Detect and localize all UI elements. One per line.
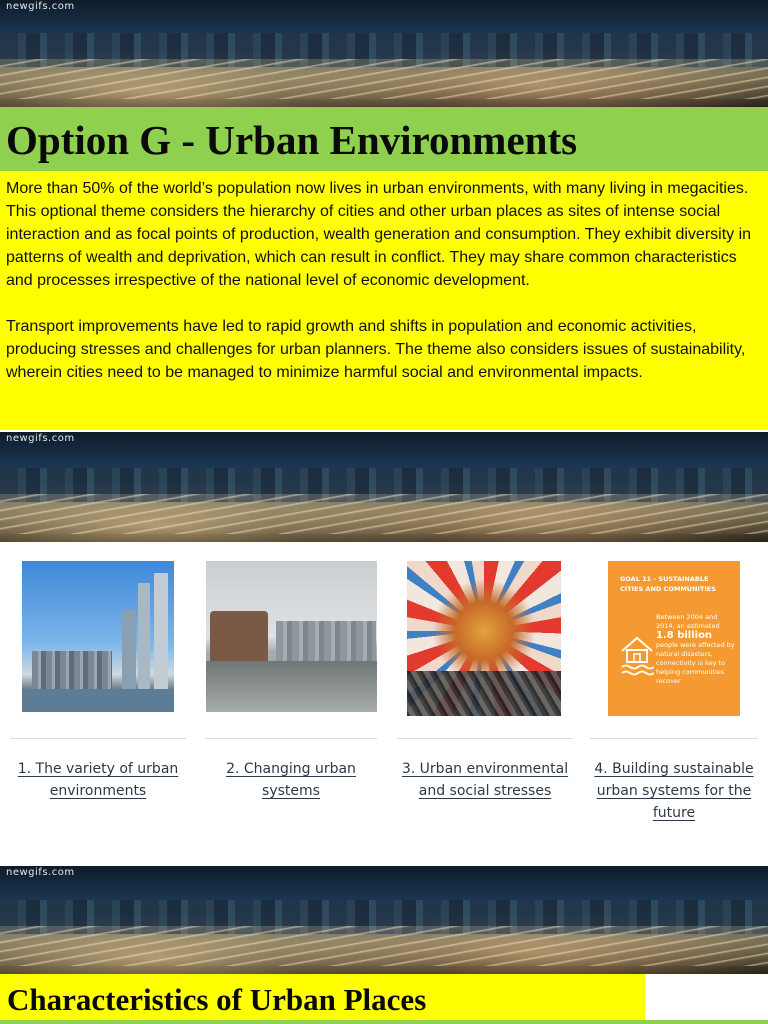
traffic-lights — [0, 59, 768, 99]
page-title: Option G - Urban Environments — [6, 117, 578, 163]
link-building-sustainable-urban-systems[interactable]: 4. Building sustainable urban systems for the future — [594, 761, 754, 821]
tower — [122, 609, 136, 689]
section-underline — [0, 1020, 645, 1024]
city-banner-bottom — [0, 866, 768, 974]
intro-text — [0, 171, 768, 430]
section-header-bar — [0, 974, 645, 1024]
intro-paragraph-1: More than 50% of the world’s population now lives in urban environments, with many living in megacities. This optional theme considers the hierarchy of cities and other urban places as sites of intense social interaction and as focal points of production, wealth generation and consumption. They exhibit diversity in patterns of wealth and deprivation, which can result in conflict. They may share common characteristics and processes irrespective of the national level of economic development. — [6, 180, 752, 289]
intro-paragraph-2: Transport improvements have led to rapid growth and shifts in population and economic activities, producing stresses and challenges for urban planners. The theme also considers issues of sustainability, wherein cities need to be managed to minimize harmful social and environmental impacts. — [6, 318, 746, 381]
goal-highlight-number: 1.8 billion — [656, 630, 713, 641]
city-banner-middle — [0, 432, 768, 542]
tower — [138, 583, 150, 689]
link-variety-of-urban-environments[interactable]: 1. The variety of urban environments — [17, 761, 179, 799]
card-image-changing-systems[interactable] — [206, 561, 377, 712]
river — [22, 689, 174, 712]
card-image-urban-variety[interactable] — [22, 561, 174, 712]
section-title: Characteristics of Urban Places — [7, 982, 427, 1017]
traffic-lights — [0, 494, 768, 534]
goal-title: GOAL 11 - SUSTAINABLE CITIES AND COMMUNITIES — [620, 575, 716, 593]
distant-skyline — [276, 621, 376, 661]
topic-cards — [0, 542, 768, 866]
goal-text-end: people were affected by natural disasters, connectivity is key to helping communities recover — [656, 641, 735, 685]
card-divider — [397, 738, 573, 739]
section-underline-right — [645, 1020, 768, 1024]
title-bar — [0, 107, 768, 171]
city-banner-top — [0, 0, 768, 107]
low-buildings — [32, 651, 112, 689]
brick-tower — [210, 611, 268, 661]
card-image-goal-11[interactable] — [608, 561, 740, 716]
link-urban-environmental-social-stresses[interactable]: 3. Urban environmental and social stresses — [401, 761, 569, 799]
tower — [154, 573, 168, 689]
traffic-lights — [0, 926, 768, 966]
parked-bicycles — [407, 671, 561, 716]
watermark: newgifs.com — [6, 433, 75, 444]
card-image-stresses[interactable] — [407, 561, 561, 716]
link-changing-urban-systems[interactable]: 2. Changing urban systems — [226, 761, 356, 799]
house-flood-icon — [620, 635, 654, 679]
watermark: newgifs.com — [6, 1, 75, 12]
water-reflection — [206, 661, 377, 712]
card-divider — [205, 738, 377, 739]
goal-text-start: Between 2004 and 2014, an estimated — [656, 613, 720, 630]
watermark: newgifs.com — [6, 867, 75, 878]
card-divider — [590, 738, 758, 739]
card-divider — [10, 738, 186, 739]
goal-description — [656, 613, 736, 686]
